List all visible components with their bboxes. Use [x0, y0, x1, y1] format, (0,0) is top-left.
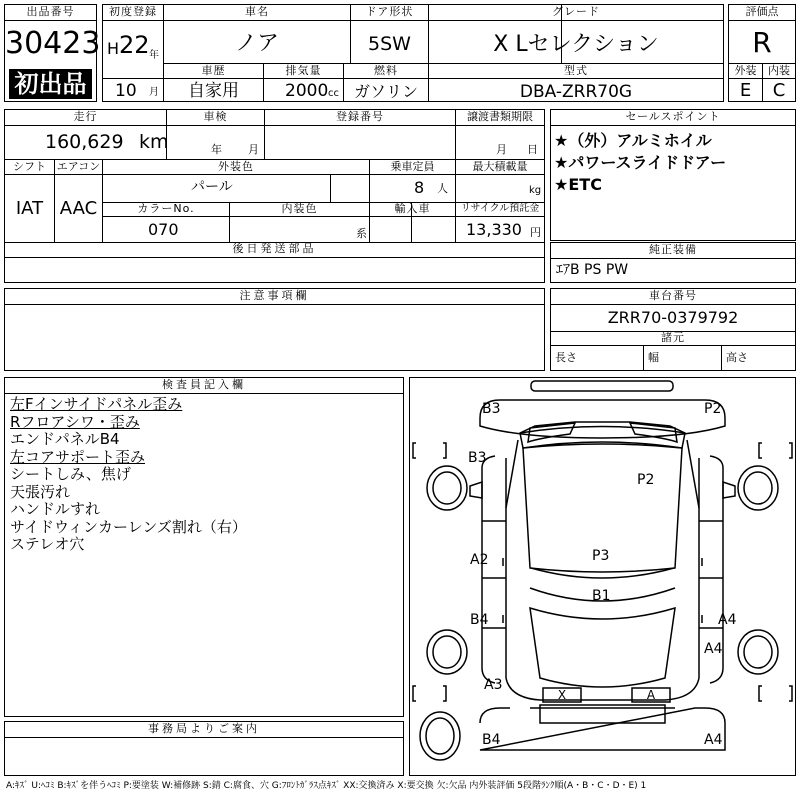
color-no-label: カラーNo. — [137, 202, 195, 215]
chassis-number: ZRR70-0379792 — [607, 308, 739, 327]
transfer-label: 譲渡書類期限 — [467, 110, 533, 123]
mark-b4-left: B4 — [470, 612, 489, 628]
inspector-note: ハンドルすれ — [10, 500, 101, 518]
inspector-note: 天張汚れ — [10, 482, 71, 501]
door-type: 5SW — [368, 33, 411, 55]
score-label: 評価点 — [745, 5, 779, 18]
inspector-note: Rフロアシワ・歪み — [10, 412, 140, 431]
equipment-box — [550, 242, 796, 283]
color-no: 070 — [148, 220, 179, 239]
legend: A:ｷｽﾞ U:ﾍｺﾐ B:ｷｽﾞを伴うﾍｺﾐ P:要塗装 W:補修跡 S:錆 C:腐食、穴 G:ﾌﾛﾝﾄｶﾞﾗｽ点ｷｽﾞ XX:交換済み X:要交換 欠:欠品 内外装評価 5段階ﾗﾝｸ順(A・B・C・D・E) 1 — [6, 781, 647, 791]
lot-number-box — [4, 4, 101, 102]
inspector-note: サイドウィンカーレンズ割れ（右） — [10, 517, 247, 536]
displacement-unit: cc — [328, 88, 339, 99]
sales-point: ★パワースライドドアー — [554, 153, 727, 172]
exterior-score: E — [739, 80, 752, 101]
lot-number-label: 出品番号 — [26, 5, 75, 18]
transfer-day-unit: 日 — [527, 143, 538, 156]
mark-p2-front: P2 — [704, 401, 722, 417]
lot-number: 30423 — [5, 26, 101, 61]
shift: IAT — [15, 198, 44, 219]
displacement-label: 排気量 — [285, 64, 322, 77]
length-label: 長さ — [555, 351, 577, 364]
chassis-box — [550, 288, 796, 371]
mileage-unit: km — [139, 131, 169, 153]
int-color-label: 内装色 — [281, 202, 318, 215]
first-listing-badge — [9, 69, 92, 99]
displacement: 2000 — [285, 81, 329, 101]
dims-label: 諸元 — [661, 331, 685, 344]
ext-color-label: 外装色 — [218, 160, 254, 173]
mark-x-glass: X — [557, 688, 567, 702]
inspection-month-unit: 月 — [248, 143, 259, 156]
transfer-month-unit: 月 — [496, 143, 507, 156]
first-listing-text: 初出品 — [14, 70, 87, 98]
inspector-note: シートしみ、焦げ — [10, 465, 131, 483]
mark-b4-rear: B4 — [482, 732, 501, 748]
grade: X Lセレクション — [493, 32, 659, 57]
load-unit: kg — [529, 185, 542, 196]
era: H — [107, 39, 120, 58]
header-grid — [102, 4, 724, 102]
mileage: 160,629 — [45, 131, 124, 153]
equipment-label: 純正装備 — [649, 243, 697, 256]
mark-a4-bottom: A4 — [704, 732, 723, 748]
inspector-note: エンドパネルB4 — [10, 430, 120, 448]
office-box — [4, 721, 404, 776]
model-type: DBA-ZRR70G — [519, 82, 633, 102]
recycle-fee: 13,330 — [466, 220, 522, 239]
details-grid — [4, 109, 545, 283]
first-reg-month: 10 — [115, 81, 137, 101]
shift-label: シフト — [13, 160, 46, 173]
sales-points-label: セールスポイント — [625, 110, 721, 123]
inspector-notes — [10, 396, 400, 554]
mark-b3-front: B3 — [482, 401, 501, 417]
chassis-label: 車台番号 — [649, 289, 697, 302]
type-label: 型式 — [564, 64, 588, 77]
inspection-year-unit: 年 — [211, 143, 222, 156]
score: R — [752, 26, 772, 59]
month-unit: 月 — [149, 87, 159, 98]
mark-b1-rear: B1 — [592, 588, 611, 604]
capacity-label: 乗車定員 — [390, 160, 435, 173]
history: 自家用 — [188, 81, 239, 101]
interior-score: C — [772, 80, 786, 101]
first-reg-label: 初度登録 — [109, 5, 157, 18]
notes-label: 注意事項欄 — [239, 289, 310, 302]
model-name-label: 車名 — [245, 5, 269, 18]
mark-a2-left: A2 — [470, 552, 489, 568]
recycle-unit: 円 — [530, 226, 541, 239]
inspection-label: 車検 — [203, 110, 228, 123]
mileage-label: 走行 — [73, 110, 98, 123]
inspector-note: 左コアサポート歪み — [10, 447, 146, 466]
ext-color: パール — [191, 179, 233, 195]
registration-label: 登録番号 — [336, 110, 384, 123]
air-conditioner: AAC — [59, 198, 98, 219]
mark-a4-right: A4 — [718, 612, 737, 628]
history-label: 車歴 — [201, 64, 226, 77]
sales-point: ★（外）アルミホイル — [554, 131, 712, 150]
recycle-label: リサイクル預託金 — [460, 203, 540, 214]
ac-label: エアコン — [56, 160, 101, 173]
mark-a-glass: A — [646, 688, 656, 702]
later-parts-label: 後日発送部品 — [232, 242, 317, 255]
mark-b3-hood: B3 — [468, 450, 487, 466]
office-label: 事務局よりご案内 — [148, 722, 260, 735]
int-color-unit: 系 — [356, 227, 367, 240]
model-name: ノア — [234, 31, 279, 56]
mark-a3-left: A3 — [484, 677, 503, 693]
sales-point: ★ETC — [554, 175, 602, 194]
load-label: 最大積載量 — [472, 160, 528, 173]
score-box — [728, 4, 796, 102]
year-unit: 年 — [149, 50, 159, 61]
capacity-unit: 人 — [437, 182, 448, 195]
mark-a4-rear: A4 — [704, 641, 723, 657]
sales-points-box — [550, 109, 796, 241]
exterior-label: 外装 — [734, 64, 757, 77]
width-label: 幅 — [648, 351, 659, 364]
car-outline — [410, 378, 795, 775]
car-condition-diagram — [409, 377, 796, 776]
import-label: 輸入車 — [394, 202, 431, 215]
capacity: 8 — [414, 178, 425, 197]
interior-label: 内装 — [768, 64, 790, 77]
grade-label: グレード — [552, 5, 600, 18]
fuel-label: 燃料 — [374, 64, 398, 77]
mark-p3-roof: P3 — [592, 548, 610, 564]
door-label: ドア形状 — [365, 5, 414, 18]
sales-points-list — [554, 130, 794, 196]
height-label: 高さ — [726, 351, 748, 364]
mark-p2-hood: P2 — [637, 472, 655, 488]
inspector-note: ステレオ穴 — [10, 535, 85, 553]
notes-box — [4, 288, 545, 371]
equipment-value: ｴｱB PS PW — [556, 262, 629, 278]
first-reg-year: 22 — [119, 31, 150, 59]
fuel: ガソリン — [353, 82, 418, 101]
inspector-box — [4, 377, 404, 717]
inspector-label: 検査員記入欄 — [162, 378, 246, 391]
inspector-note: 左Fインサイドパネル歪み — [10, 395, 183, 413]
